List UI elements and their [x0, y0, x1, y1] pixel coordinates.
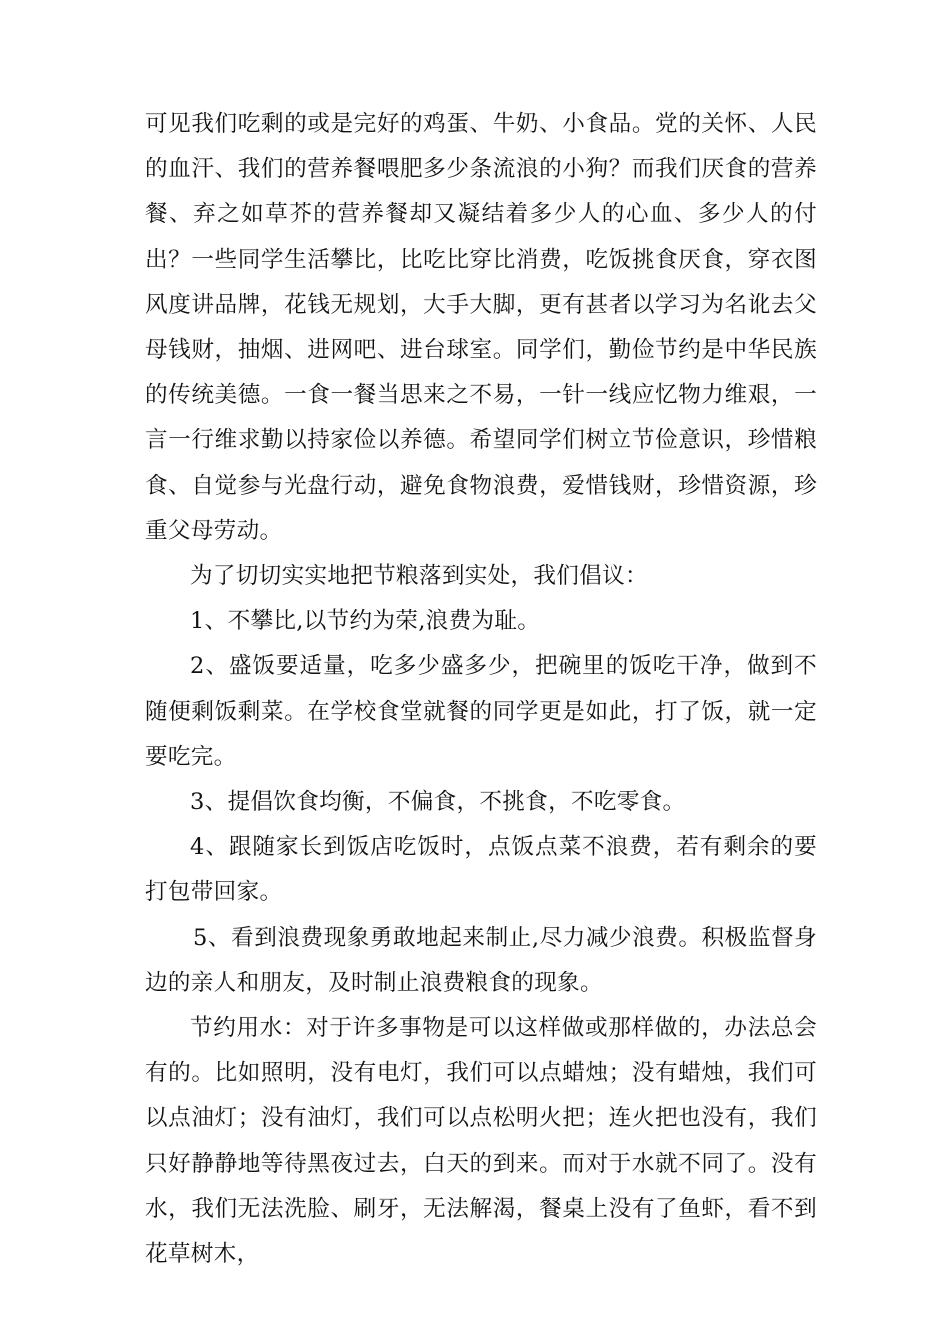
document-body: [145, 102, 817, 1277]
paragraph-proposal-4: 4、跟随家长到饭店吃饭时，点饭点菜不浪费，若有剩余的要打包带回家。: [145, 834, 817, 906]
paragraph-proposal-intro: 为了切切实实地把节粮落到实处，我们倡议：: [190, 563, 648, 590]
paragraph-waste-criticism: 可见我们吃剩的或是完好的鸡蛋、牛奶、小食品。党的关怀、人民的血汗、我们的营养餐喂肥多少条流浪的小狗？而我们厌食的营养餐、弃之如草芥的营养餐却又凝结着多少人的心血、多少人的付出？一些同学生活攀比，比吃比穿比消费，吃饭挑食厌食，穿衣图风度讲品牌，花钱无规划，大手大脚，更有甚者以学习为名讹去父母钱财，抽烟、进网吧、进台球室。同学们，勤俭节约是中华民族的传统美德。一食一餐当思来之不易，一针一线应忆物力维艰，一言一行维求勤以持家俭以养德。希望同学们树立节俭意识，珍惜粮食、自觉参与光盘行动，避免食物浪费，爱惜钱财，珍惜资源，珍重父母劳动。: [145, 111, 817, 544]
paragraph-water-saving: 节约用水：对于许多事物是可以这样做或那样做的，办法总会有的。比如照明，没有电灯，我们可以点蜡烛；没有蜡烛，我们可以点油灯；没有油灯，我们可以点松明火把；连火把也没有，我们只好静静地等待黑夜过去，白天的到来。而对于水就不同了。没有水，我们无法洗脸、刷牙，无法解渴，餐桌上没有了鱼虾，看不到花草树木，: [145, 1015, 817, 1268]
paragraph-proposal-2: 2、盛饭要适量，吃多少盛多少，把碗里的饭吃干净，做到不随便剩饭剩菜。在学校食堂就餐的同学更是如此，打了饭，就一定要吃完。: [145, 653, 817, 770]
paragraph-proposal-5: 5、看到浪费现象勇敢地起来制止,尽力减少浪费。积极监督身边的亲人和朋友，及时制止浪费粮食的现象。: [145, 924, 817, 996]
paragraph-proposal-1: 1、不攀比,以节约为荣,浪费为耻。: [190, 608, 541, 635]
paragraph-proposal-3: 3、提倡饮食均衡，不偏食，不挑食，不吃零食。: [190, 789, 686, 816]
